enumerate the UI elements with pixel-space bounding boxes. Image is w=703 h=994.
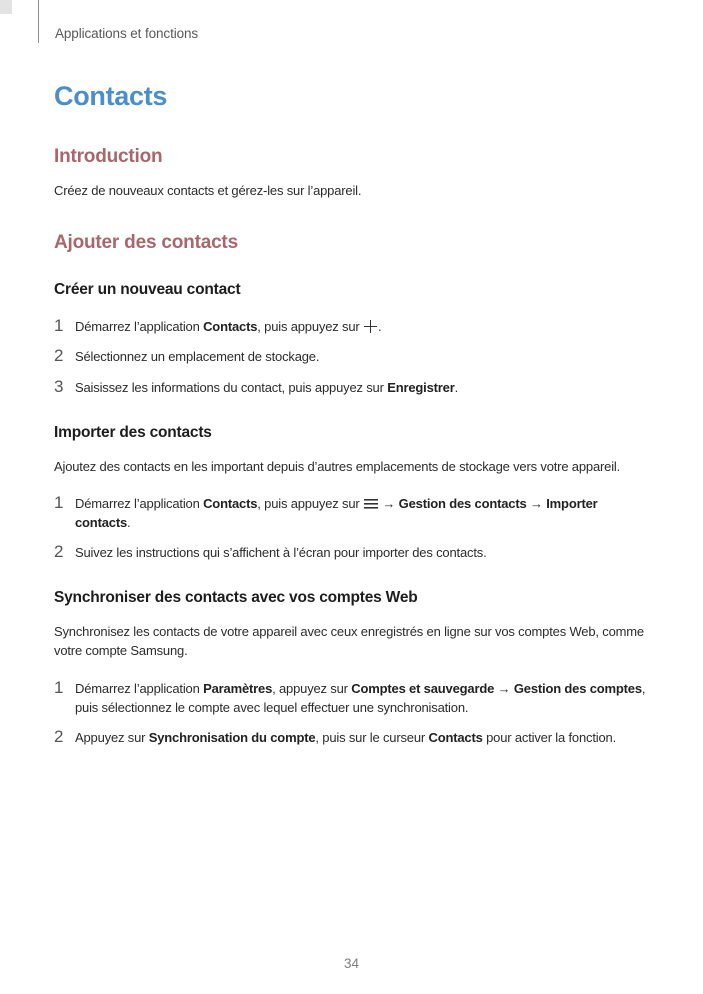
plus-icon <box>364 320 377 333</box>
step-item <box>54 377 655 397</box>
step-number: 1 <box>54 316 64 336</box>
chapter-header: Applications et fonctions <box>55 26 199 41</box>
page-corner-mark <box>0 0 12 14</box>
bold-term: Comptes et sauvegarde <box>351 680 495 696</box>
step-list <box>54 678 655 748</box>
section-heading: Introduction <box>54 145 163 167</box>
page-title: Contacts <box>54 81 168 111</box>
subsection-heading: Créer un nouveau contact <box>54 280 241 298</box>
bold-term: Paramètres <box>203 680 273 696</box>
step-item <box>54 346 655 366</box>
step-number: 1 <box>54 492 64 512</box>
paragraph: Créez de nouveaux contacts et gérez-les sur l’appareil. <box>54 182 362 198</box>
paragraph: Ajoutez des contacts en les important depuis d’autres emplacements de stockage vers votre appareil. <box>54 458 621 474</box>
page-number: 34 <box>343 956 360 971</box>
step-text: Démarrez l’application Contacts, puis appuyez sur → Gestion des contacts → Importer contacts. <box>75 495 598 530</box>
step-text: Suivez les instructions qui s’affichent à l’écran pour importer des contacts. <box>75 545 487 561</box>
bold-term: Importer contacts <box>75 495 598 530</box>
bold-term: Enregistrer <box>387 379 455 395</box>
bold-term: Gestion des contacts <box>398 495 527 511</box>
step-list <box>54 493 655 563</box>
header-vertical-rule <box>38 0 39 43</box>
bold-term: Contacts <box>203 319 258 335</box>
step-number: 3 <box>54 376 64 396</box>
bold-term: Gestion des comptes <box>513 680 642 696</box>
step-item <box>54 727 655 747</box>
step-text: Saisissez les informations du contact, puis appuyez sur Enregistrer. <box>75 379 459 395</box>
step-number: 1 <box>54 677 64 697</box>
bold-term: Synchronisation du compte <box>148 729 316 745</box>
subsection-heading: Importer des contacts <box>54 423 212 441</box>
step-text: Sélectionnez un emplacement de stockage. <box>75 349 320 365</box>
menu-icon <box>364 498 378 509</box>
bold-term: Contacts <box>203 495 258 511</box>
step-text: Démarrez l’application Contacts, puis appuyez sur . <box>75 319 382 335</box>
step-list <box>54 316 655 397</box>
step-number: 2 <box>54 726 64 746</box>
step-item <box>54 678 655 717</box>
step-number: 2 <box>54 346 64 366</box>
paragraph: Synchronisez les contacts de votre appareil avec ceux enregistrés en ligne sur vos comptes Web, comme votre compte Samsung. <box>54 624 644 659</box>
section-heading: Ajouter des contacts <box>54 231 238 253</box>
step-text: Démarrez l’application Paramètres, appuyez sur Comptes et sauvegarde → Gestion des comptes, puis sélectionnez le compte avec lequel effectuer une synchronisation. <box>75 680 646 715</box>
page-content <box>54 82 655 759</box>
step-item <box>54 316 655 336</box>
step-number: 2 <box>54 542 64 562</box>
bold-term: Contacts <box>428 729 483 745</box>
step-item <box>54 493 655 532</box>
step-text: Appuyez sur Synchronisation du compte, puis sur le curseur Contacts pour activer la fonction. <box>75 729 617 745</box>
step-item <box>54 542 655 562</box>
subsection-heading: Synchroniser des contacts avec vos comptes Web <box>54 589 418 607</box>
